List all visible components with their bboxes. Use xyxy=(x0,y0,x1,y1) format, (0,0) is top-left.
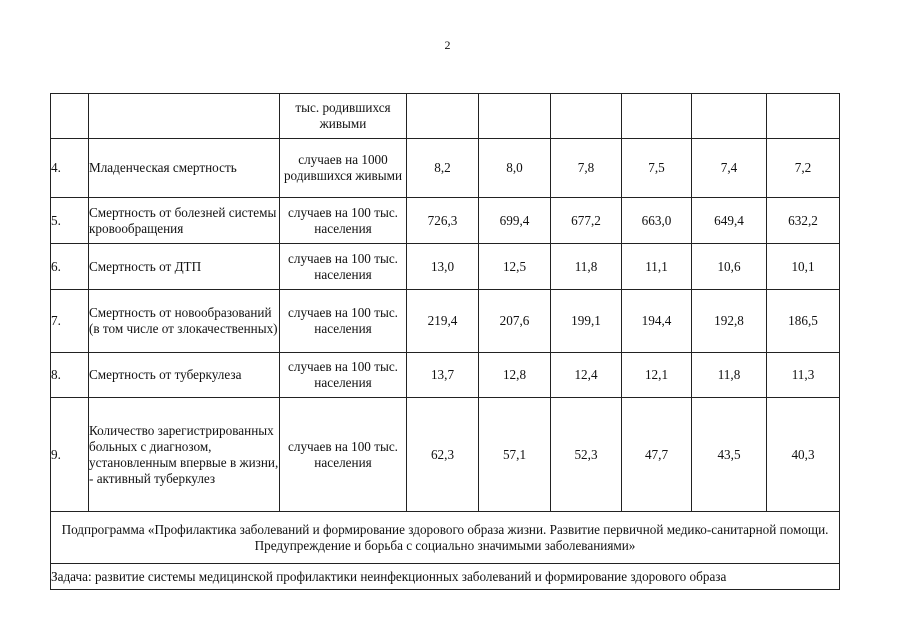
value-cell: 13,7 xyxy=(407,353,479,398)
row-number: 6. xyxy=(51,244,89,290)
value-cell: 8,2 xyxy=(407,139,479,198)
value-cell: 194,4 xyxy=(622,290,692,353)
value-cell: 207,6 xyxy=(479,290,551,353)
indicator-name: Смертность от новообразований (в том числе от злокачественных) xyxy=(89,290,280,353)
unit-cell: случаев на 100 тыс. населения xyxy=(280,398,407,512)
value-cell: 726,3 xyxy=(407,198,479,244)
value-cell: 11,8 xyxy=(551,244,622,290)
table-row-continued xyxy=(51,94,840,139)
value-cell: 57,1 xyxy=(479,398,551,512)
value-cell: 186,5 xyxy=(767,290,840,353)
value-cell: 199,1 xyxy=(551,290,622,353)
value-cell: 11,8 xyxy=(692,353,767,398)
table-row xyxy=(51,244,840,290)
value-cell xyxy=(622,94,692,139)
value-cell: 43,5 xyxy=(692,398,767,512)
indicators-table xyxy=(50,93,840,590)
subprogram-row xyxy=(51,512,840,564)
table-row xyxy=(51,139,840,198)
value-cell: 699,4 xyxy=(479,198,551,244)
indicator-name: Смертность от ДТП xyxy=(89,244,280,290)
value-cell xyxy=(767,94,840,139)
name-cell xyxy=(89,94,280,139)
num-cell xyxy=(51,94,89,139)
row-number: 8. xyxy=(51,353,89,398)
value-cell xyxy=(479,94,551,139)
task-row xyxy=(51,564,840,590)
table-row xyxy=(51,290,840,353)
value-cell xyxy=(407,94,479,139)
value-cell: 7,8 xyxy=(551,139,622,198)
value-cell: 13,0 xyxy=(407,244,479,290)
value-cell: 192,8 xyxy=(692,290,767,353)
value-cell: 8,0 xyxy=(479,139,551,198)
value-cell: 219,4 xyxy=(407,290,479,353)
row-number: 5. xyxy=(51,198,89,244)
value-cell: 11,3 xyxy=(767,353,840,398)
value-cell: 7,5 xyxy=(622,139,692,198)
row-number: 4. xyxy=(51,139,89,198)
table-row xyxy=(51,198,840,244)
table-row xyxy=(51,398,840,512)
row-number: 9. xyxy=(51,398,89,512)
value-cell: 649,4 xyxy=(692,198,767,244)
value-cell: 12,5 xyxy=(479,244,551,290)
page-number: 2 xyxy=(444,38,451,52)
value-cell xyxy=(692,94,767,139)
value-cell: 10,6 xyxy=(692,244,767,290)
unit-cell: тыс. родившихся живыми xyxy=(280,94,407,139)
value-cell: 663,0 xyxy=(622,198,692,244)
value-cell: 7,4 xyxy=(692,139,767,198)
value-cell: 12,8 xyxy=(479,353,551,398)
value-cell: 677,2 xyxy=(551,198,622,244)
indicator-name: Младенческая смертность xyxy=(89,139,280,198)
value-cell: 10,1 xyxy=(767,244,840,290)
value-cell: 52,3 xyxy=(551,398,622,512)
indicator-name: Смертность от туберкулеза xyxy=(89,353,280,398)
value-cell: 47,7 xyxy=(622,398,692,512)
unit-cell: случаев на 100 тыс. населения xyxy=(280,244,407,290)
value-cell: 11,1 xyxy=(622,244,692,290)
value-cell: 12,1 xyxy=(622,353,692,398)
value-cell: 632,2 xyxy=(767,198,840,244)
row-number: 7. xyxy=(51,290,89,353)
value-cell: 12,4 xyxy=(551,353,622,398)
table-row xyxy=(51,353,840,398)
value-cell: 40,3 xyxy=(767,398,840,512)
value-cell: 62,3 xyxy=(407,398,479,512)
indicator-name: Количество зарегистрированных больных с диагнозом, установленным впервые в жизни, - активный туберкулез xyxy=(89,398,280,512)
unit-cell: случаев на 100 тыс. населения xyxy=(280,198,407,244)
value-cell xyxy=(551,94,622,139)
unit-cell: случаев на 100 тыс. населения xyxy=(280,353,407,398)
task-text: Задача: развитие системы медицинской профилактики неинфекционных заболеваний и формирование здорового образа xyxy=(51,564,840,590)
unit-cell: случаев на 100 тыс. населения xyxy=(280,290,407,353)
indicator-name: Смертность от болезней системы кровообращения xyxy=(89,198,280,244)
subprogram-title: Подпрограмма «Профилактика заболеваний и формирование здорового образа жизни. Развитие первичной медико-санитарной помощи. Предупреждение и борьба с социально значимыми заболеваниями» xyxy=(51,512,840,564)
unit-cell: случаев на 1000 родившихся живыми xyxy=(280,139,407,198)
value-cell: 7,2 xyxy=(767,139,840,198)
